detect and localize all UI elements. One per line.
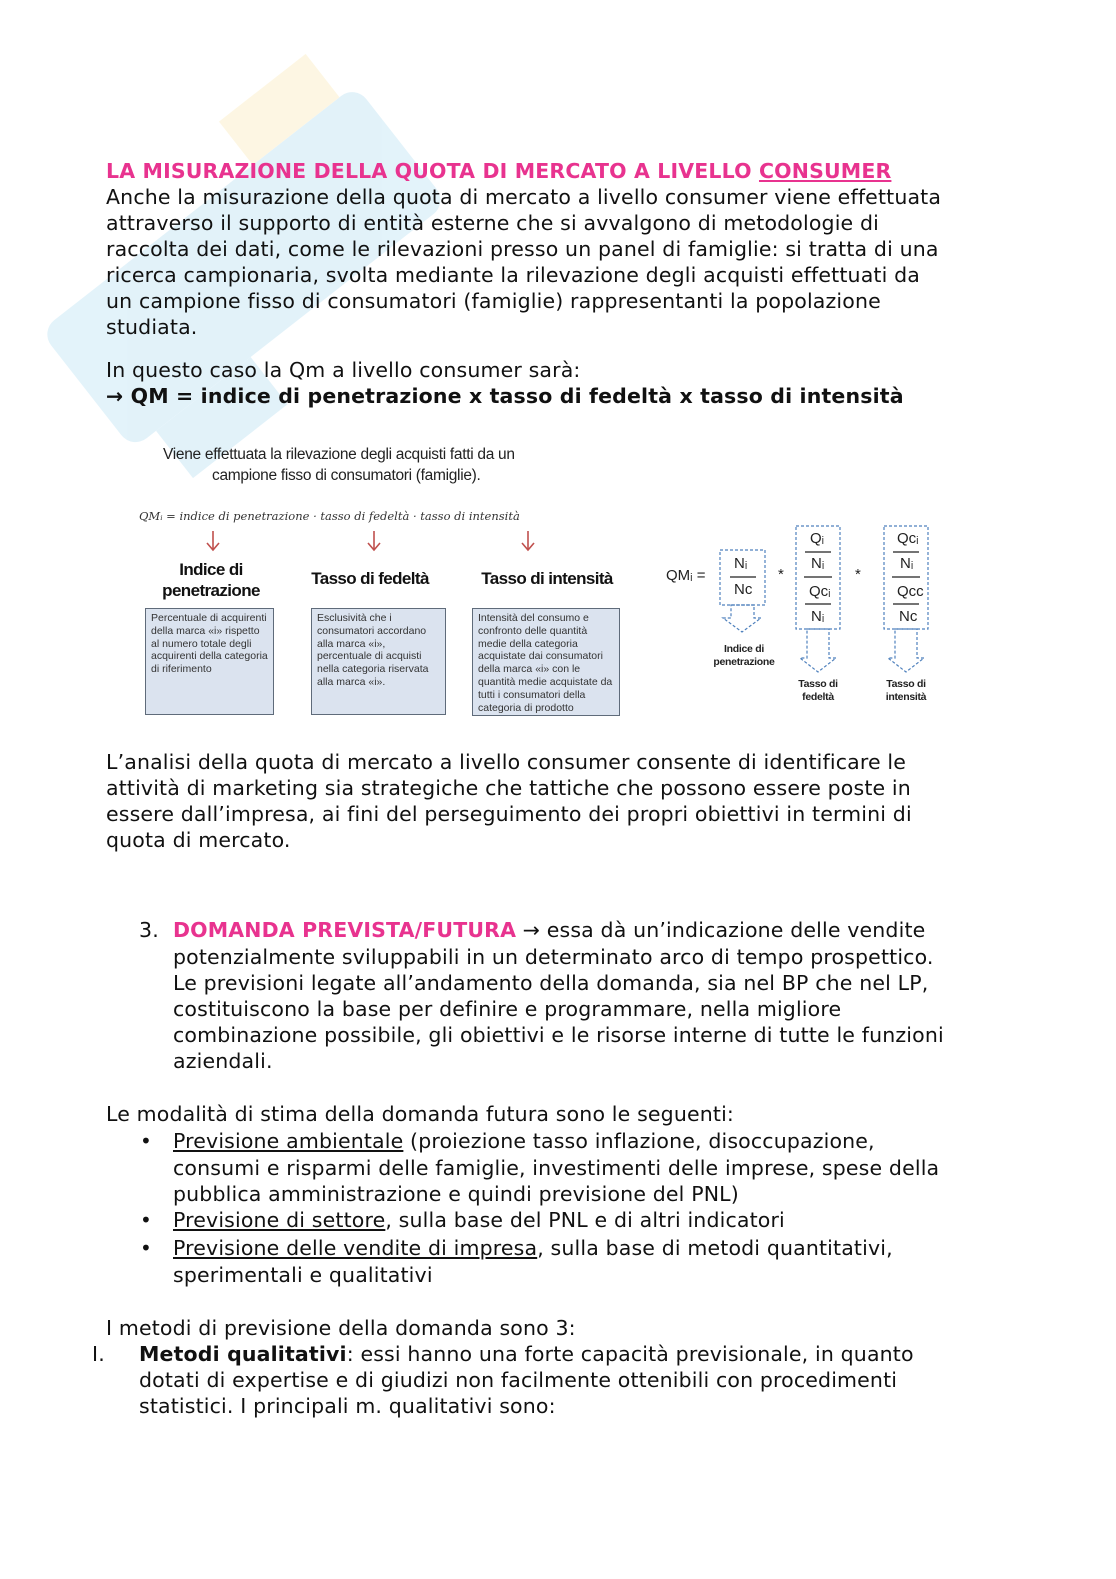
bullet-2-term: Previsione di settore — [173, 1208, 386, 1232]
col2-description-box: Esclusività che i consumatori accordano alla marca «i», percentuale di acquisti nella categoria riservata alla marca «i». — [311, 608, 446, 715]
bullet-2-line-1 — [173, 1207, 785, 1233]
bullet-3-text: , sulla base di metodi quantitativi, — [537, 1236, 893, 1260]
f2-denominator-top: Qcᵢ — [809, 583, 831, 600]
bullet-1-line-1 — [173, 1128, 875, 1154]
qm-label: QMᵢ = — [666, 567, 706, 584]
paragraph-1-line-5: un campione fisso di consumatori (famiglie) rappresentanti la popolazione — [106, 289, 881, 313]
f3-numerator-bottom: Nᵢ — [900, 555, 914, 572]
metodi-intro: I metodi di previsione della domanda sono 3: — [106, 1316, 576, 1340]
paragraph-3-line-4: quota di mercato. — [106, 828, 291, 852]
bullet-3-line-1 — [173, 1235, 893, 1261]
metodi-line-3: statistici. I principali m. qualitativi sono: — [139, 1394, 556, 1418]
item-3-line-4: costituiscono la base per definire e programmare, nella migliore — [173, 997, 842, 1021]
paragraph-3-line-1: L’analisi della quota di mercato a livello consumer consente di identificare le — [106, 750, 907, 774]
bullet-3-line-2: sperimentali e qualitativi — [173, 1263, 433, 1287]
times-2: * — [855, 566, 861, 583]
bullet-1-text: (proiezione tasso inflazione, disoccupazione, — [403, 1129, 875, 1153]
formula-text: QM = indice di penetrazione x tasso di fedeltà x tasso di intensità — [130, 384, 904, 408]
diagram-caption-line-1: Viene effettuata la rilevazione degli acquisti fatti da un — [163, 446, 515, 463]
paragraph-1-line-3: raccolta dei dati, come le rilevazioni presso un panel di famiglie: si tratta di una — [106, 237, 939, 261]
paragraph-1-line-6: studiata. — [106, 315, 198, 339]
f1-numerator: Nᵢ — [734, 555, 748, 572]
paragraph-3-line-3: essere dall’impresa, ai fini del perseguimento dei propri obiettivi in termini di — [106, 802, 912, 826]
item-3-number: 3. — [139, 918, 159, 942]
bullet-1-line-3: pubblica amministrazione e quindi previsione del PNL) — [173, 1182, 739, 1206]
metodi-line-1 — [139, 1341, 914, 1367]
item-3-first-line — [173, 917, 925, 943]
label-tasso-fedelta: Tasso di fedeltà — [798, 678, 838, 703]
times-1: * — [778, 566, 784, 583]
diagram-equation: QMᵢ = indice di penetrazione · tasso di fedeltà · tasso di intensità — [139, 509, 520, 523]
modalita-intro: Le modalità di stima della domanda futura sono le seguenti: — [106, 1102, 734, 1126]
fraction-graphics — [708, 520, 998, 720]
paragraph-1-line-4: ricerca campionaria, svolta mediante la rilevazione degli acquisti effettuati da — [106, 263, 920, 287]
bullet-1-term: Previsione ambientale — [173, 1129, 404, 1153]
f2-denominator-bottom: Nᵢ — [811, 608, 825, 625]
bullet-3-term: Previsione delle vendite di impresa — [173, 1236, 538, 1260]
paragraph-1-line-1: Anche la misurazione della quota di mercato a livello consumer viene effettuata — [106, 185, 942, 209]
f3-numerator-top: Qcᵢ — [897, 530, 919, 547]
item-3-first-line-text: essa dà un’indicazione delle vendite — [540, 918, 926, 942]
col3-heading: Tasso di intensità — [481, 569, 613, 588]
metodi-text: : essi hanno una forte capacità previsionale, in quanto — [346, 1342, 914, 1366]
col2-heading: Tasso di fedeltà — [311, 569, 429, 588]
item-3-line-5: combinazione possibile, gli obiettivi e le risorse interne di tutte le funzioni — [173, 1023, 944, 1047]
f3-denominator-bottom: Nc — [899, 608, 918, 625]
f2-numerator-bottom: Nᵢ — [811, 555, 825, 572]
bullet-3-icon: • — [140, 1236, 152, 1260]
metodi-line-2: dotati di expertise e di giudizi non facilmente ottenibili con procedimenti — [139, 1368, 898, 1392]
bullet-2-icon: • — [140, 1208, 152, 1232]
paragraph-3-line-2: attività di marketing sia strategiche che tattiche che possono essere poste in — [106, 776, 911, 800]
paragraph-2-line-1: In questo caso la Qm a livello consumer sarà: — [106, 358, 581, 382]
diagram-caption-line-2: campione fisso di consumatori (famiglie). — [212, 467, 481, 484]
col1-heading: Indice di penetrazione — [162, 560, 260, 600]
f1-denominator: Nc — [734, 581, 753, 598]
col3-description-box: Intensità del consumo e confronto delle quantità medie della categoria acquistate dai consumatori della marca «i» con le quantità medie acquistate da tutti i consumatori della categoria di prodotto — [472, 608, 620, 716]
label-tasso-intensita: Tasso di intensità — [885, 678, 927, 703]
qm-diagram — [108, 438, 998, 724]
bullet-1-icon: • — [140, 1129, 152, 1153]
item-3-line-2: potenzialmente sviluppabili in un determinato arco di tempo prospettico. — [173, 945, 934, 969]
paragraph-1-line-2: attraverso il supporto di entità esterne che si avvalgono di metodologie di — [106, 211, 879, 235]
roman-numeral-1: I. — [92, 1342, 105, 1366]
arrow-right-icon: → — [106, 384, 124, 408]
item-3-line-3: Le previsioni legate all’andamento della domanda, sia nel BP che nel LP, — [173, 971, 929, 995]
label-indice-penetrazione: Indice di penetrazione — [713, 643, 775, 668]
col1-description-box: Percentuale di acquirenti della marca «i» rispetto al numero totale degli acquirenti della categoria di riferimento — [145, 608, 274, 715]
formula-line — [106, 383, 904, 409]
f2-numerator-top: Qᵢ — [810, 530, 825, 547]
item-3-line-6: aziendali. — [173, 1049, 273, 1073]
section-heading: LA MISURAZIONE DELLA QUOTA DI MERCATO A LIVELLO CONSUMER — [106, 159, 892, 183]
f3-denominator-top: Qcc — [897, 583, 924, 600]
item-3-title: DOMANDA PREVISTA/FUTURA — [173, 918, 517, 942]
bullet-1-line-2: consumi e risparmi delle famiglie, investimenti delle imprese, spese della — [173, 1156, 940, 1180]
bullet-2-text: , sulla base del PNL e di altri indicatori — [385, 1208, 785, 1232]
arrow-right-icon: → — [522, 918, 541, 942]
metodi-term: Metodi qualitativi — [139, 1342, 347, 1366]
